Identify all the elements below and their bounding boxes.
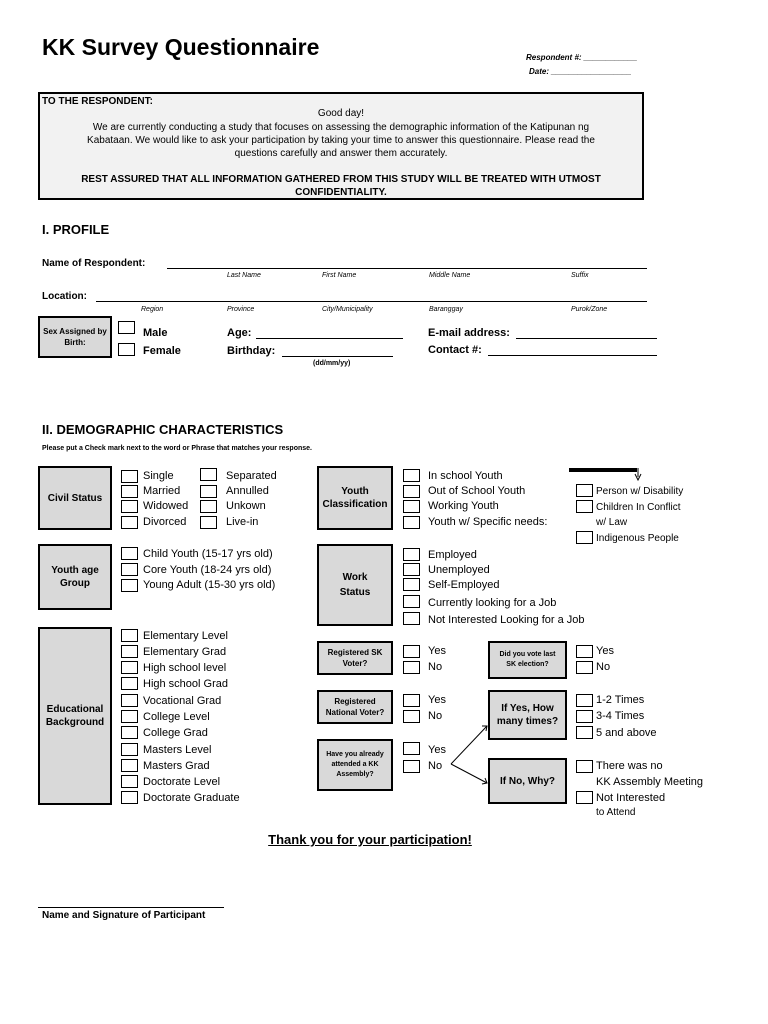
unemployed-checkbox[interactable] xyxy=(403,563,420,576)
signature-line[interactable] xyxy=(38,907,224,908)
edu-elementary-level-label: Elementary Level xyxy=(143,630,228,642)
looking-for-job-checkbox[interactable] xyxy=(403,595,420,608)
caption-region: Region xyxy=(141,306,164,313)
intro-line-2: Kabataan. We would like to ask your participation by taking your time to answer this questionnaire. Please read the xyxy=(87,135,595,146)
page-title: KK Survey Questionnaire xyxy=(42,34,320,60)
edu-elementary-grad-checkbox[interactable] xyxy=(121,645,138,658)
not-interested-job-checkbox[interactable] xyxy=(403,612,420,625)
age-label: Age: xyxy=(227,327,252,339)
location-label: Location: xyxy=(42,291,87,302)
pwd-checkbox[interactable] xyxy=(576,484,593,497)
civil-single-label: Single xyxy=(143,470,174,482)
no-meeting-label: There was no xyxy=(596,760,663,772)
age-input-line[interactable] xyxy=(256,338,403,339)
thank-you-message: Thank you for your participation! xyxy=(268,832,472,847)
not-interested-attend-label: Not Interested xyxy=(596,792,666,804)
caption-last-name: Last Name xyxy=(227,272,261,279)
chevron-down-icon xyxy=(634,468,642,482)
edu-masters-grad-checkbox[interactable] xyxy=(121,759,138,772)
educational-background-label: Educational Background xyxy=(38,627,112,805)
national-voter-no-checkbox[interactable] xyxy=(403,710,420,723)
divorced-checkbox[interactable] xyxy=(121,516,138,529)
pwd-label: Person w/ Disability xyxy=(596,486,684,497)
edu-masters-level-label: Masters Level xyxy=(143,744,212,756)
looking-for-job-label: Currently looking for a Job xyxy=(428,597,557,609)
civil-divorced-label: Divorced xyxy=(143,516,187,528)
in-school-youth-checkbox[interactable] xyxy=(403,469,420,482)
voted-sk-no-label: No xyxy=(596,661,611,673)
child-youth-checkbox[interactable] xyxy=(121,547,138,560)
needs-divider xyxy=(569,468,637,472)
live-in-checkbox[interactable] xyxy=(200,516,217,529)
national-voter-label: Registered National Voter? xyxy=(317,690,393,724)
birthday-format-hint: (dd/mm/yy) xyxy=(313,360,351,367)
married-checkbox[interactable] xyxy=(121,485,138,498)
edu-masters-level-checkbox[interactable] xyxy=(121,743,138,756)
male-checkbox[interactable] xyxy=(118,321,135,334)
out-of-school-youth-label: Out of School Youth xyxy=(428,485,526,497)
respondent-number-field[interactable]: Respondent #: ____________ xyxy=(526,53,638,62)
intro-assurance-2: CONFIDENTIALITY. xyxy=(295,187,387,198)
voted-sk-label: Did you vote last SK election? xyxy=(488,641,567,679)
contact-label: Contact #: xyxy=(428,344,482,356)
times-3-4-checkbox[interactable] xyxy=(576,710,593,723)
youth-classification-label: Youth Classification xyxy=(317,466,393,530)
edu-vocational-checkbox[interactable] xyxy=(121,694,138,707)
not-interested-attend-checkbox[interactable] xyxy=(576,791,593,804)
edu-hs-grad-checkbox[interactable] xyxy=(121,677,138,690)
name-label: Name of Respondent: xyxy=(42,258,146,269)
caption-suffix: Suffix xyxy=(571,272,589,279)
core-youth-label: Core Youth (18-24 yrs old) xyxy=(143,564,272,576)
name-input-line[interactable] xyxy=(167,268,647,269)
edu-college-grad-checkbox[interactable] xyxy=(121,726,138,739)
signature-label: Name and Signature of Participant xyxy=(42,910,206,921)
sk-voter-label: Registered SK Voter? xyxy=(317,641,393,675)
birthday-label: Birthday: xyxy=(227,345,276,357)
no-meeting-label-cont: KK Assembly Meeting xyxy=(596,776,703,788)
voted-sk-no-checkbox[interactable] xyxy=(576,661,593,674)
sk-voter-yes-label: Yes xyxy=(428,645,446,657)
caption-purok: Purok/Zone xyxy=(571,306,608,313)
demographic-heading: II. DEMOGRAPHIC CHARACTERISTICS xyxy=(42,422,284,437)
civil-live-in-label: Live-in xyxy=(226,516,259,528)
if-no-label: If No, Why? xyxy=(488,758,567,804)
edu-college-level-checkbox[interactable] xyxy=(121,710,138,723)
edu-hs-level-checkbox[interactable] xyxy=(121,661,138,674)
child-youth-label: Child Youth (15-17 yrs old) xyxy=(143,548,273,560)
intro-line-1: We are currently conducting a study that focuses on assessing the demographic information of the Katipunan ng xyxy=(92,122,590,133)
civil-annulled-label: Annulled xyxy=(226,485,269,497)
edu-college-level-label: College Level xyxy=(143,711,210,723)
edu-doctorate-grad-label: Doctorate Graduate xyxy=(143,792,240,804)
intro-heading: TO THE RESPONDENT: xyxy=(42,96,153,107)
indigenous-checkbox[interactable] xyxy=(576,531,593,544)
kk-assembly-no-label: No xyxy=(428,760,443,772)
caption-province: Province xyxy=(227,306,255,313)
in-school-youth-label: In school Youth xyxy=(428,470,503,482)
voted-sk-yes-label: Yes xyxy=(596,645,614,657)
date-field[interactable]: Date: __________________ xyxy=(529,67,632,76)
youth-age-label: Youth age Group xyxy=(38,544,112,610)
sk-voter-yes-checkbox[interactable] xyxy=(403,645,420,658)
sk-voter-no-label: No xyxy=(428,661,443,673)
employed-label: Employed xyxy=(428,549,477,561)
edu-hs-grad-label: High school Grad xyxy=(143,678,228,690)
specific-needs-checkbox[interactable] xyxy=(403,516,420,529)
national-voter-yes-label: Yes xyxy=(428,694,446,706)
edu-masters-grad-label: Masters Grad xyxy=(143,760,210,772)
edu-doctorate-level-label: Doctorate Level xyxy=(143,776,221,788)
kk-assembly-yes-checkbox[interactable] xyxy=(403,742,420,755)
cicl-checkbox[interactable] xyxy=(576,500,593,513)
female-checkbox[interactable] xyxy=(118,343,135,356)
national-voter-yes-checkbox[interactable] xyxy=(403,694,420,707)
times-1-2-label: 1-2 Times xyxy=(596,694,645,706)
intro-greeting: Good day! xyxy=(317,108,365,119)
intro-line-3: questions carefully and answer them accurately. xyxy=(234,148,448,159)
employed-checkbox[interactable] xyxy=(403,548,420,561)
times-3-4-label: 3-4 Times xyxy=(596,710,645,722)
self-employed-label: Self-Employed xyxy=(428,579,500,591)
kk-assembly-no-checkbox[interactable] xyxy=(403,760,420,773)
kk-assembly-yes-label: Yes xyxy=(428,744,446,756)
edu-vocational-label: Vocational Grad xyxy=(143,695,222,707)
sk-voter-no-checkbox[interactable] xyxy=(403,661,420,674)
if-yes-label: If Yes, How many times? xyxy=(488,690,567,740)
edu-hs-level-label: High school level xyxy=(143,662,227,674)
kk-assembly-label: Have you already attended a KK Assembly? xyxy=(317,739,393,791)
civil-married-label: Married xyxy=(143,485,181,497)
working-youth-checkbox[interactable] xyxy=(403,500,420,513)
not-interested-job-label: Not Interested Looking for a Job xyxy=(428,614,585,626)
location-input-line[interactable] xyxy=(96,301,647,302)
profile-heading: I. PROFILE xyxy=(42,222,110,237)
indigenous-label: Indigenous People xyxy=(596,533,679,544)
female-label: Female xyxy=(143,345,181,357)
civil-status-label: Civil Status xyxy=(38,466,112,530)
times-5-above-checkbox[interactable] xyxy=(576,726,593,739)
young-adult-label: Young Adult (15-30 yrs old) xyxy=(143,579,276,591)
civil-widowed-label: Widowed xyxy=(143,500,189,512)
unemployed-label: Unemployed xyxy=(428,564,490,576)
core-youth-checkbox[interactable] xyxy=(121,563,138,576)
single-checkbox[interactable] xyxy=(121,470,138,483)
young-adult-checkbox[interactable] xyxy=(121,579,138,592)
not-interested-attend-label-cont: to Attend xyxy=(596,807,636,818)
email-input-line[interactable] xyxy=(516,338,657,339)
caption-first-name: First Name xyxy=(322,272,357,279)
no-meeting-checkbox[interactable] xyxy=(576,760,593,773)
civil-unknown-label: Unkown xyxy=(226,500,266,512)
edu-elementary-grad-label: Elementary Grad xyxy=(143,646,227,658)
annulled-checkbox[interactable] xyxy=(200,485,217,498)
working-youth-label: Working Youth xyxy=(428,500,499,512)
widowed-checkbox[interactable] xyxy=(121,500,138,513)
cicl-label: Children In Conflict xyxy=(596,502,681,513)
national-voter-no-label: No xyxy=(428,710,443,722)
male-label: Male xyxy=(143,327,168,339)
separated-checkbox[interactable] xyxy=(200,468,217,481)
work-status-label: Work Status xyxy=(317,544,393,626)
times-1-2-checkbox[interactable] xyxy=(576,694,593,707)
demographic-instruction: Please put a Check mark next to the word or Phrase that matches your response. xyxy=(42,445,312,452)
edu-doctorate-grad-checkbox[interactable] xyxy=(121,791,138,804)
specific-needs-label: Youth w/ Specific needs: xyxy=(428,516,548,528)
email-label: E-mail address: xyxy=(428,327,510,339)
cicl-label-cont: w/ Law xyxy=(596,517,628,528)
self-employed-checkbox[interactable] xyxy=(403,578,420,591)
voted-sk-yes-checkbox[interactable] xyxy=(576,645,593,658)
caption-barangay: Baranggay xyxy=(429,306,463,313)
edu-college-grad-label: College Grad xyxy=(143,727,208,739)
out-of-school-youth-checkbox[interactable] xyxy=(403,485,420,498)
edu-doctorate-level-checkbox[interactable] xyxy=(121,775,138,788)
edu-elementary-level-checkbox[interactable] xyxy=(121,629,138,642)
contact-input-line[interactable] xyxy=(488,355,657,356)
unknown-checkbox[interactable] xyxy=(200,500,217,513)
times-5-above-label: 5 and above xyxy=(596,727,657,739)
birthday-input-line[interactable] xyxy=(282,356,393,357)
caption-middle-name: Middle Name xyxy=(429,272,471,279)
civil-separated-label: Separated xyxy=(226,470,277,482)
sex-label-box: Sex Assigned by Birth: xyxy=(38,316,112,358)
intro-assurance-1: REST ASSURED THAT ALL INFORMATION GATHERED FROM THIS STUDY WILL BE TREATED WITH UTMOST xyxy=(81,174,601,185)
caption-city: City/Municipality xyxy=(322,306,373,313)
